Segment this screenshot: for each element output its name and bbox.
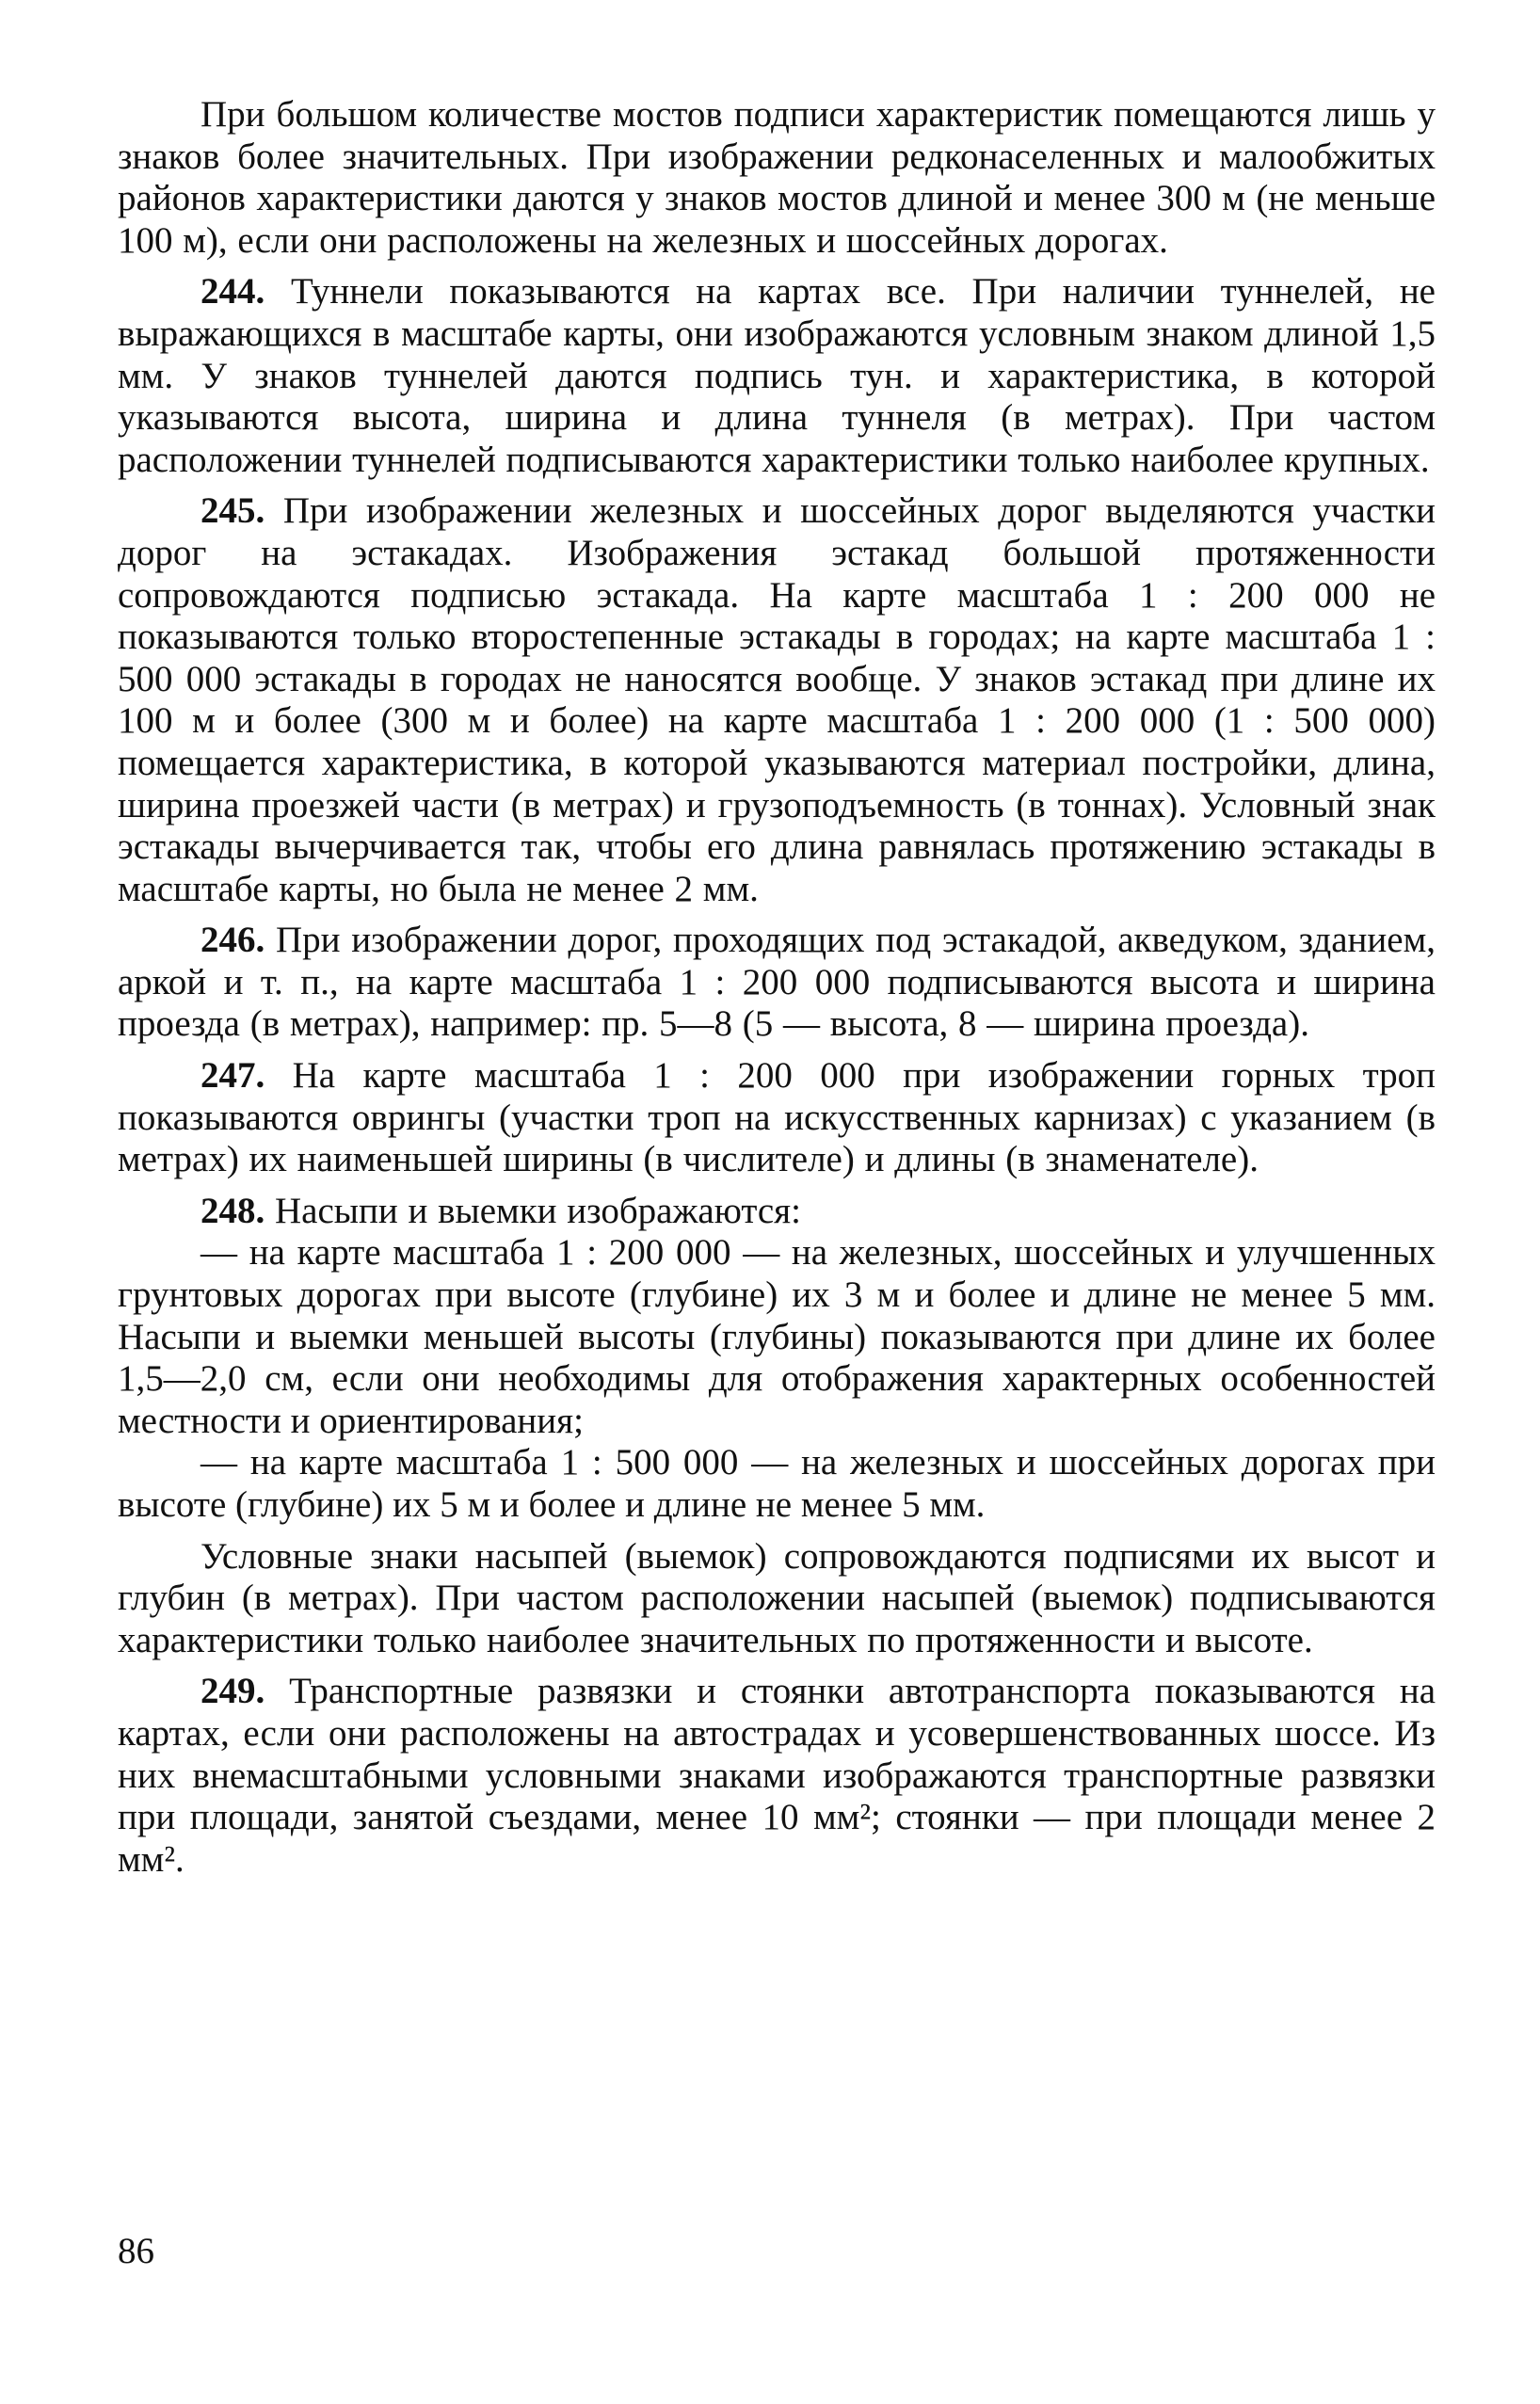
page-number: 86 [118,2231,154,2271]
paragraph-244-tunnels [118,271,1436,481]
section-number: 244. [201,271,265,313]
paragraph-text: При изображении дорог, проходящих под эстакадой, акведуком, зданием, аркой и т. п., на карте масштаба 1 : 200 000 подписываются высота и ширина проезда (в метрах), например: пр. 5—8 (5 — высота, 8 — ширина проезда). [118,920,1436,1045]
paragraph-248-signs [118,1536,1436,1662]
list-item-text: — на карте масштаба 1 : 500 000 — на железных и шоссейных дорогах при высоте (глубине) их 5 м и более и длине не менее 5 мм. [118,1442,1436,1525]
paragraph-246-passages [118,920,1436,1046]
section-number: 249. [201,1671,265,1712]
list-item-scale-500000 [118,1442,1436,1526]
paragraph-248-embankments [118,1191,1436,1233]
paragraph-text: Туннели показываются на картах все. При наличии туннелей, не выражающихся в масштабе карты, они изображаются условным знаком длиной 1,5 мм. У знаков туннелей даются подпись тун. и характеристика, в которой указываются высота, ширина и длина туннеля (в метрах). При частом расположении туннелей подписываются характеристики только наиболее крупных. [118,271,1436,480]
paragraph-text: При большом количестве мостов подписи характеристик помещаются лишь у знаков более значительных. При изображении редконаселенных и малообжитых районов характеристики даются у знаков мостов длиной и менее 300 м (не меньше 100 м), если они расположены на железных и шоссейных дорогах. [118,94,1436,261]
list-item-text: — на карте масштаба 1 : 200 000 — на железных, шоссейных и улучшенных грунтовых дорогах при высоте (глубине) их 3 м и более и длине не менее 5 мм. Насыпи и выемки меньшей высоты (глубины) показываются при длине их более 1,5—2,0 см, если они необходимы для отображения характерных особенностей местности и ориентирования; [118,1232,1436,1441]
paragraph-249-interchanges [118,1671,1436,1881]
paragraph-text: Насыпи и выемки изображаются: [275,1190,801,1231]
section-number: 248. [201,1190,265,1231]
paragraph-text: При изображении железных и шоссейных дорог выделяются участки дорог на эстакадах. Изображения эстакад большой протяженности сопровождаются подписью эстакада. На карте масштаба 1 : 200 000 не показываются только второстепенные эстакады в городах; на карте масштаба 1 : 500 000 эстакады в городах не наносятся вообще. У знаков эстакад при длине их 100 м и более (300 м и более) на карте масштаба 1 : 200 000 (1 : 500 000) помещается характеристика, в которой указываются материал постройки, длина, ширина проезжей части (в метрах) и грузоподъемность (в тоннах). Условный знак эстакады вычерчивается так, чтобы его длина равнялась протяжению эстакады в масштабе карты, но была не менее 2 мм. [118,490,1436,909]
paragraph-245-overpasses [118,490,1436,910]
list-item-scale-200000 [118,1232,1436,1442]
section-number: 246. [201,920,265,961]
paragraph-text: Условные знаки насыпей (выемок) сопровождаются подписями их высот и глубин (в метрах). При частом расположении насыпей (выемок) подписываются характеристики только наиболее значительных по протяженности и высоте. [118,1535,1436,1660]
section-number: 247. [201,1055,265,1097]
paragraph-bridges-continued [118,94,1436,262]
paragraph-text: На карте масштаба 1 : 200 000 при изображении горных троп показываются оврингы (участки троп на искусственных карнизах) с указанием (в метрах) их наименьшей ширины (в числителе) и длины (в знаменателе). [118,1055,1436,1180]
paragraph-text: Транспортные развязки и стоянки автотранспорта показываются на картах, если они расположены на автострадах и усовершенствованных шоссе. Из них внемасштабными условными знаками изображаются транспортные развязки при площади, занятой съездами, менее 10 мм²; стоянки — при площади менее 2 мм². [118,1671,1436,1880]
paragraph-247-mountain-trails [118,1055,1436,1181]
document-page [118,94,1436,2310]
section-number: 245. [201,490,265,532]
